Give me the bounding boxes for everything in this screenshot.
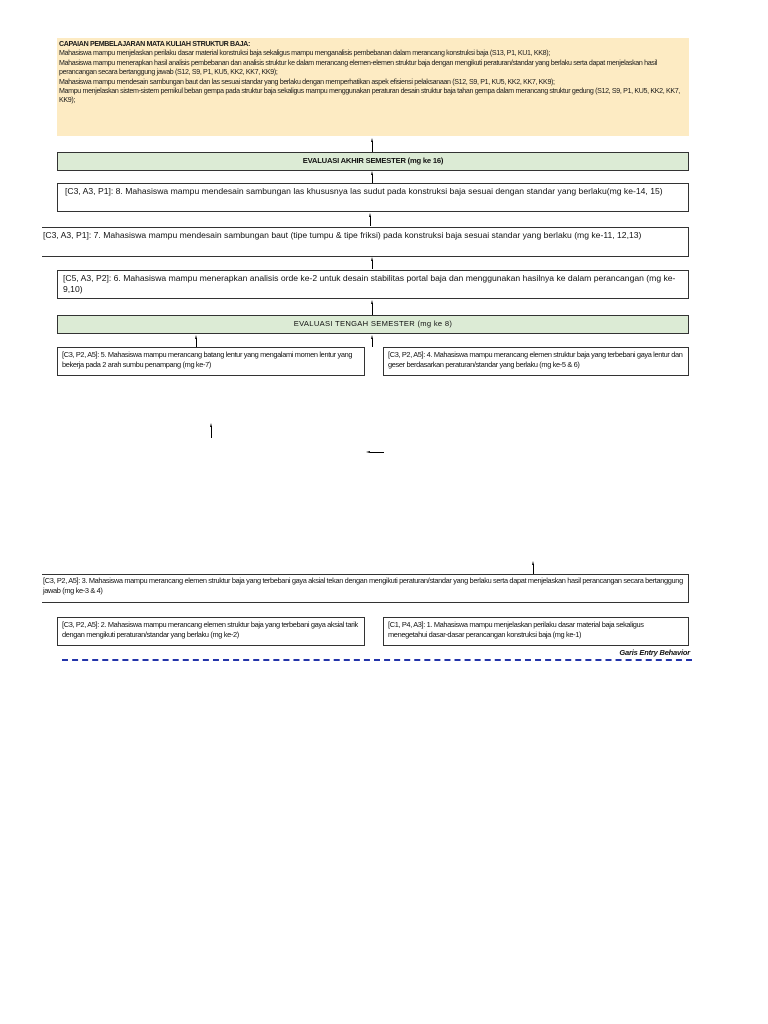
sub-cpmk-8: [C3, A3, P1]: 8. Mahasiswa mampu mendesain sambungan las khususnya las sudut pada konstruksi baja sesuai dengan standar yang berlaku(mg ke-14, 15) <box>57 183 689 212</box>
arrow-up-icon <box>195 335 199 347</box>
sub-cpmk-5: [C3, P2, A5]: 5. Mahasiswa mampu merancang batang lentur yang mengalami momen lentur yang bekerja pada 2 arah sumbu penampang (mg ke-7) <box>57 347 365 376</box>
sub-cpmk-6: [C5, A3, P2]: 6. Mahasiswa mampu menerapkan analisis orde ke-2 untuk desain stabilitas portal baja dan menggunakan hasilnya ke dalam perancangan (mg ke-9,10) <box>57 270 689 299</box>
sub-cpmk-3: [C3, P2, A5]: 3. Mahasiswa mampu merancang elemen struktur baja yang terbebani gaya aksial tekan dengan mengikuti peraturan/standar yang berlaku serta dapat menjelaskan hasil perancangan secara bertanggung jawab (mg ke-3 & 4) <box>42 574 689 603</box>
sub-cpmk-7: [C3, A3, P1]: 7. Mahasiswa mampu mendesain sambungan baut (tipe tumpu & tipe friksi) pada konstruksi baja sesuai standar yang berlaku (mg ke-11, 12,13) <box>42 227 689 257</box>
arrow-up-icon <box>371 171 375 183</box>
arrow-up-icon <box>532 561 536 574</box>
eval-akhir-band: EVALUASI AKHIR SEMESTER (mg ke 16) <box>57 152 689 171</box>
cpmk-title: CAPAIAN PEMBELAJARAN MATA KULIAH STRUKTUR BAJA: <box>59 40 250 48</box>
arrow-up-icon <box>371 257 375 269</box>
arrow-up-icon <box>369 213 373 226</box>
entry-behavior-label: Garis Entry Behavior <box>619 648 690 657</box>
cpmk-panel <box>57 38 689 136</box>
arrow-up-icon <box>210 423 214 438</box>
cpmk-item: Mampu menjelaskan sistem-sistem pemikul beban gempa pada struktur baja sekaligus mampu menggunakan peraturan desain struktur baja tahan gempa dalam merancang struktur gedung (S12, S9, P1, KU5, KK2, KK7, KK9); <box>59 87 680 105</box>
cpmk-item: Mahasiswa mampu mendesain sambungan baut dan las sesuai standar yang berlaku dengan memperhatikan aspek efisiensi pelaksanaan (S12, S9, P1, KU5, KK2, KK7, KK9); <box>59 77 555 86</box>
sub-cpmk-1: [C1, P4, A3]: 1. Mahasiswa mampu menjelaskan perilaku dasar material baja sekaligus menegetahui dasar-dasar perancangan konstruksi baja (mg ke-1) <box>383 617 689 646</box>
entry-behavior-line <box>62 659 692 661</box>
cpmk-item: Mahasiswa mampu menjelaskan perilaku dasar material konstruksi baja sekaligus mampu menganalisis pembebanan dalam merancang konstruksi baja (S13, P1, KU1, KK8); <box>59 49 550 58</box>
sub-cpmk-4: [C3, P2, A5]: 4. Mahasiswa mampu merancang elemen struktur baja yang terbebani gaya lentur dan geser berdasarkan peraturan/standar yang berlaku (mg ke-5 & 6) <box>383 347 689 376</box>
arrow-up-icon <box>371 300 375 315</box>
sub-cpmk-2: [C3, P2, A5]: 2. Mahasiswa mampu merancang elemen struktur baja yang terbebani gaya aksial tarik dengan mengikuti peraturan/standar yang berlaku (mg ke-2) <box>57 617 365 646</box>
arrow-up-icon <box>371 335 375 347</box>
cpmk-item: Mahasiswa mampu menerapkan hasil analisis pembebanan dan analisis struktur ke dalam merancang elemen-elemen struktur baja dengan mengikuti peraturan/standar yang berlaku serta dapat menjelaskan hasil perancangan secara bertanggung jawab (S12, S9, P1, KU5, KK2, KK7, KK9); <box>59 58 657 77</box>
arrow-left-icon <box>366 451 384 454</box>
arrow-up-icon <box>371 138 375 152</box>
eval-tengah-band: EVALUASI TENGAH SEMESTER (mg ke 8) <box>57 315 689 334</box>
